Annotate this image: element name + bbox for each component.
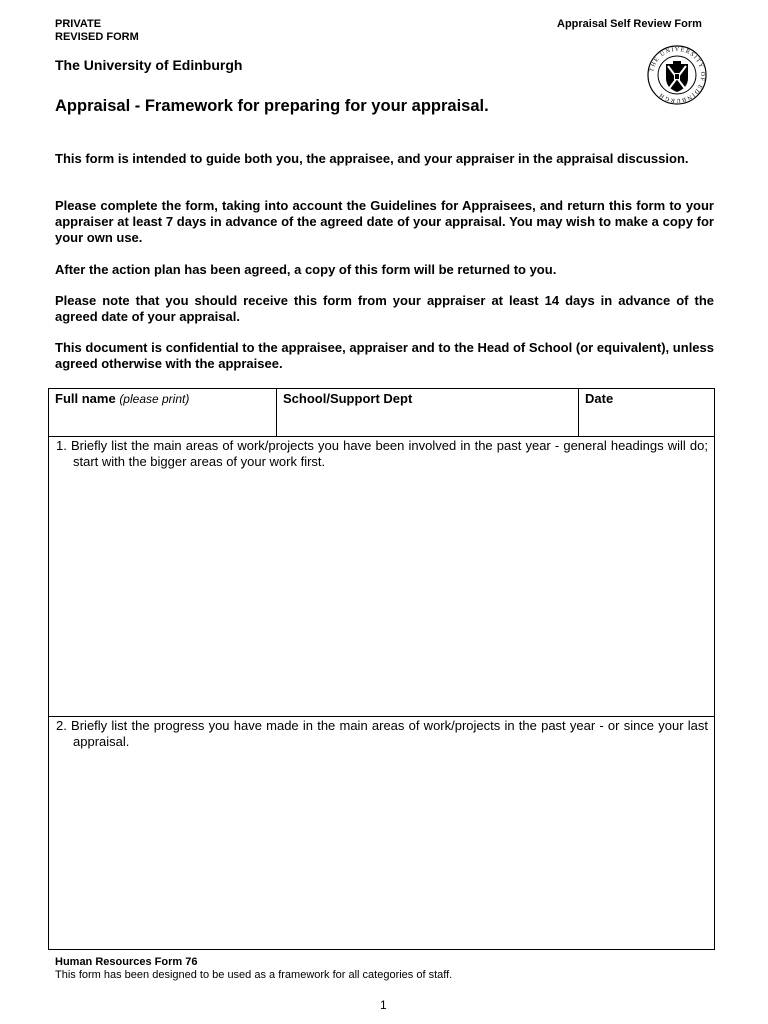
question-2-answer-area[interactable] — [49, 717, 715, 950]
full-name-field[interactable] — [49, 389, 277, 437]
university-name: The University of Edinburgh — [55, 57, 243, 73]
date-label: Date — [585, 391, 614, 406]
page-title: Appraisal - Framework for preparing for your appraisal. — [55, 97, 489, 115]
confidentiality-paragraph: This document is confidential to the appraisee, appraiser and to the Head of School (or equivalent), unless agreed otherwise with the appraisee. — [55, 340, 714, 371]
school-dept-field[interactable] — [277, 389, 579, 437]
question-1-text: 1. Briefly list the main areas of work/projects you have been involved in the past year - general headings will do; start with the bigger areas of your work first. — [56, 438, 708, 469]
question-1-answer-area[interactable] — [49, 437, 715, 717]
appraisal-form-table — [48, 388, 715, 950]
page-number: 1 — [380, 998, 387, 1012]
revised-form-label: REVISED FORM — [55, 31, 139, 43]
school-dept-label: School/Support Dept — [283, 391, 413, 406]
svg-text:THE UNIVERSITY OF EDINBURGH: THE UNIVERSITY OF EDINBURGH — [649, 46, 706, 104]
question-2-text: 2. Briefly list the progress you have made in the main areas of work/projects in the past year - or since your last appraisal. — [56, 718, 708, 749]
full-name-hint: (please print) — [119, 392, 190, 406]
form-name: Appraisal Self Review Form — [557, 18, 702, 30]
private-label: PRIVATE — [55, 18, 102, 30]
instructions-paragraph: Please complete the form, taking into account the Guidelines for Appraisees, and return this form to your appraiser at least 7 days in advance of the agreed date of your appraisal. You may wish to make a copy for your own use. — [55, 198, 714, 245]
intro-paragraph: This form is intended to guide both you, the appraisee, and your appraiser in the appraisal discussion. — [55, 151, 689, 166]
timing-paragraph: Please note that you should receive this form from your appraiser at least 14 days in advance of the agreed date of your appraisal. — [55, 293, 714, 324]
university-crest-logo — [644, 44, 710, 106]
full-name-label-text: Full name — [55, 391, 116, 406]
action-plan-paragraph: After the action plan has been agreed, a copy of this form will be returned to you. — [55, 262, 557, 277]
footer-form-id: Human Resources Form 76 — [55, 956, 198, 968]
date-field[interactable] — [579, 389, 715, 437]
footer-note: This form has been designed to be used as a framework for all categories of staff. — [55, 969, 453, 981]
full-name-label — [49, 389, 276, 406]
